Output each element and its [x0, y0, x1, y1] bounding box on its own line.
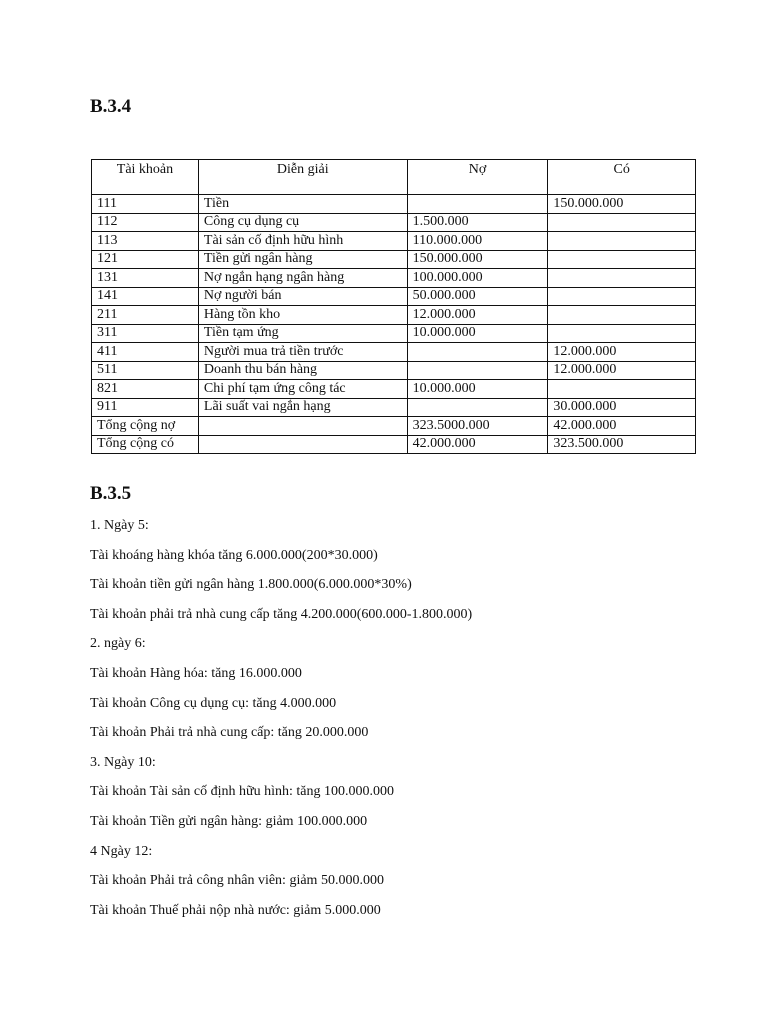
cell-credit: 323.500.000	[548, 435, 696, 454]
cell-debit: 10.000.000	[407, 324, 548, 343]
cell-account: 111	[92, 195, 199, 214]
transaction-line: Tài khoản Hàng hóa: tăng 16.000.000	[90, 665, 302, 681]
header-account: Tài khoản	[92, 160, 199, 195]
table-row	[92, 306, 696, 325]
cell-account: 511	[92, 361, 199, 380]
cell-account: 113	[92, 232, 199, 251]
cell-debit: 110.000.000	[407, 232, 548, 251]
cell-description: Chi phí tạm ứng công tác	[198, 380, 407, 399]
cell-credit	[548, 380, 696, 399]
cell-credit: 42.000.000	[548, 417, 696, 436]
table-row	[92, 380, 696, 399]
table-row	[92, 361, 696, 380]
table-row	[92, 195, 696, 214]
table-row	[92, 213, 696, 232]
cell-account: Tổng cộng có	[92, 435, 199, 454]
transaction-line: Tài khoản Thuế phải nộp nhà nước: giảm 5.000.000	[90, 902, 381, 918]
cell-description: Nợ người bán	[198, 287, 407, 306]
table-row	[92, 324, 696, 343]
cell-debit: 42.000.000	[407, 435, 548, 454]
transaction-line: Tài khoản Tiền gửi ngân hàng: giảm 100.000.000	[90, 813, 368, 829]
cell-description: Người mua trả tiền trước	[198, 343, 407, 362]
cell-credit: 12.000.000	[548, 361, 696, 380]
table-header-row	[92, 160, 696, 195]
cell-credit	[548, 306, 696, 325]
header-debit: Nợ	[407, 160, 548, 195]
transaction-line: Tài khoản Phải trả nhà cung cấp: tăng 20.000.000	[90, 725, 369, 741]
cell-description: Tiền gửi ngân hàng	[198, 250, 407, 269]
transaction-line: Tài khoản tiền gửi ngân hàng 1.800.000(6.000.000*30%)	[90, 577, 412, 593]
cell-account: 821	[92, 380, 199, 399]
cell-credit: 150.000.000	[548, 195, 696, 214]
table-body	[92, 195, 696, 454]
cell-credit: 30.000.000	[548, 398, 696, 417]
transaction-line: 3. Ngày 10:	[90, 754, 156, 770]
header-description: Diễn giải	[198, 160, 407, 195]
cell-credit: 12.000.000	[548, 343, 696, 362]
table-row	[92, 398, 696, 417]
cell-debit: 100.000.000	[407, 269, 548, 288]
cell-account: 411	[92, 343, 199, 362]
cell-description	[198, 435, 407, 454]
cell-description: Doanh thu bán hàng	[198, 361, 407, 380]
section-heading-b34: B.3.4	[90, 96, 132, 117]
transaction-line: Tài khoản Tài sản cố định hữu hình: tăng 100.000.000	[90, 784, 395, 800]
table-row	[92, 269, 696, 288]
cell-account: 131	[92, 269, 199, 288]
cell-debit: 150.000.000	[407, 250, 548, 269]
account-table	[91, 159, 696, 454]
cell-account: 141	[92, 287, 199, 306]
table-row	[92, 287, 696, 306]
cell-description: Tiền tạm ứng	[198, 324, 407, 343]
cell-description: Công cụ dụng cụ	[198, 213, 407, 232]
cell-debit: 323.5000.000	[407, 417, 548, 436]
transaction-line: 4 Ngày 12:	[90, 843, 153, 859]
transaction-line: Tài khoáng hàng khóa tăng 6.000.000(200*30.000)	[90, 547, 378, 563]
cell-credit	[548, 232, 696, 251]
cell-account: 911	[92, 398, 199, 417]
cell-description: Tài sản cố định hữu hình	[198, 232, 407, 251]
transaction-line: Tài khoản Công cụ dụng cụ: tăng 4.000.000	[90, 695, 337, 711]
transaction-line: Tài khoản phải trả nhà cung cấp tăng 4.200.000(600.000-1.800.000)	[90, 606, 473, 622]
cell-description: Tiền	[198, 195, 407, 214]
cell-description: Lãi suất vai ngắn hạng	[198, 398, 407, 417]
cell-account: 211	[92, 306, 199, 325]
cell-credit	[548, 213, 696, 232]
cell-account: 112	[92, 213, 199, 232]
section-heading-b35: B.3.5	[90, 483, 132, 504]
cell-account: 311	[92, 324, 199, 343]
table-row	[92, 435, 696, 454]
transaction-list	[90, 517, 472, 931]
cell-description	[198, 417, 407, 436]
table-row	[92, 417, 696, 436]
transaction-line: 2. ngày 6:	[90, 636, 146, 652]
cell-credit	[548, 250, 696, 269]
cell-debit: 1.500.000	[407, 213, 548, 232]
cell-description: Nợ ngắn hạng ngân hàng	[198, 269, 407, 288]
cell-debit: 10.000.000	[407, 380, 548, 399]
cell-description: Hàng tồn kho	[198, 306, 407, 325]
cell-credit	[548, 269, 696, 288]
transaction-line: Tài khoản Phải trả công nhân viên: giảm 50.000.000	[90, 873, 384, 889]
table-row	[92, 250, 696, 269]
cell-debit	[407, 398, 548, 417]
cell-account: 121	[92, 250, 199, 269]
cell-debit	[407, 361, 548, 380]
cell-account: Tổng cộng nợ	[92, 417, 199, 436]
cell-debit: 50.000.000	[407, 287, 548, 306]
table-row	[92, 343, 696, 362]
table-row	[92, 232, 696, 251]
transaction-line: 1. Ngày 5:	[90, 518, 149, 533]
header-credit: Có	[548, 160, 696, 195]
cell-debit	[407, 343, 548, 362]
cell-credit	[548, 287, 696, 306]
cell-debit	[407, 195, 548, 214]
cell-credit	[548, 324, 696, 343]
cell-debit: 12.000.000	[407, 306, 548, 325]
